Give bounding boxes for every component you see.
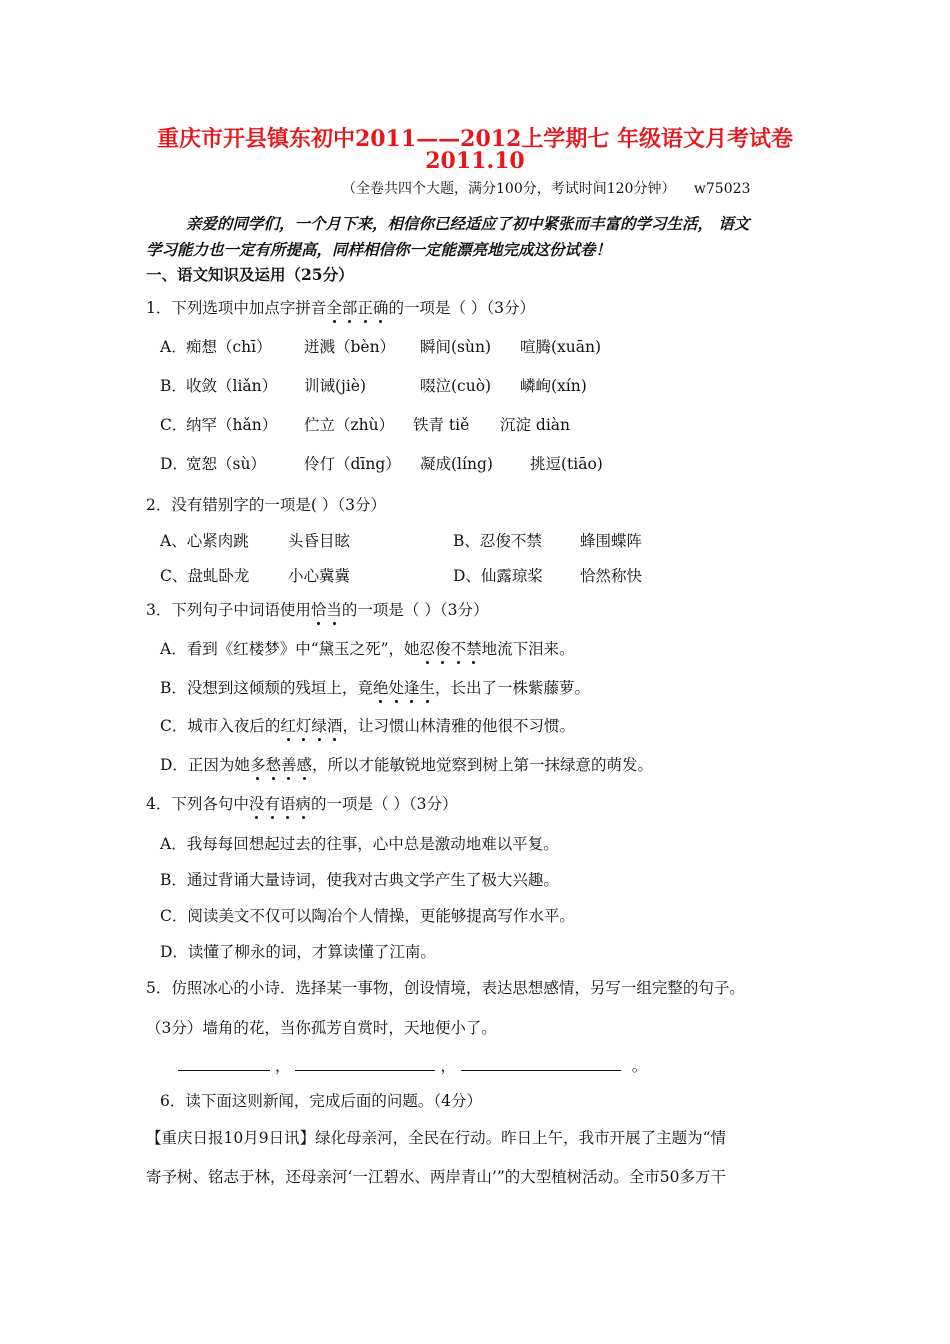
emphasis-char: 生 (419, 676, 435, 698)
q1-a-3: 瞬间(sùn) (420, 338, 492, 356)
emphasis-char: 有 (264, 792, 280, 814)
q4-stem-a: 4．下列各句中 (146, 795, 249, 813)
q1-d-4: 挑逗(tiāo) (530, 455, 603, 473)
emphasis-char: 确 (373, 296, 389, 318)
emphasis-char: 俊 (435, 637, 451, 659)
q3-option-b (160, 676, 590, 698)
q1-b-1: 收敛（liǎn） (186, 377, 278, 395)
q3-stem-emphasis (311, 601, 342, 619)
q1-d-1: 宽恕（sù） (186, 455, 266, 473)
q3-a-pre: A．看到《红楼梦》中“黛玉之死”，她 (160, 640, 420, 658)
q3-d-post: ，所以才能敏锐地觉察到树上第一抹绿意的萌发。 (312, 756, 654, 774)
q5-answer-line (178, 1054, 647, 1076)
emphasis-char: 逢 (404, 676, 420, 698)
q3-b-post: ，长出了一株紫藤萝。 (434, 679, 590, 697)
question-2-stem: 2．没有错别字的一项是( ）（3分） (146, 496, 386, 514)
q4-option-d: D．读懂了柳永的词，才算读懂了江南。 (160, 943, 436, 961)
q2-option-d-2: 恰然称快 (580, 567, 643, 585)
q2-option-b-2: 蜂围蝶阵 (580, 532, 643, 550)
q3-c-post: ，让习惯山林清雅的他很不习惯。 (342, 717, 575, 735)
q5-blank-3[interactable] (461, 1056, 621, 1071)
q1-b-letter: B． (160, 377, 187, 395)
q3-a-emphasis (420, 640, 482, 658)
emphasis-char: 多 (250, 753, 266, 775)
emphasis-char: 没 (249, 792, 265, 814)
emphasis-char: 酒 (327, 714, 343, 736)
q5-sep-1: ， (274, 1057, 291, 1075)
q6-news-line-2: 寄予树、铭志于林，还母亲河‘一江碧水、两岸青山’”的大型植树活动。全市50多万干 (146, 1168, 727, 1186)
emphasis-char: 处 (388, 676, 404, 698)
emphasis-char: 病 (295, 792, 311, 814)
emphasis-char: 全 (326, 296, 342, 318)
exam-info (342, 178, 750, 198)
emphasis-char: 部 (342, 296, 358, 318)
q1-d-2: 伶仃（dīng） (304, 455, 401, 473)
q3-c-pre: C．城市入夜后的 (160, 717, 281, 735)
emphasis-char: 愁 (265, 753, 281, 775)
q3-option-d (160, 753, 653, 775)
emphasis-char: 绿 (311, 714, 327, 736)
q1-a-2: 迸溅（bèn） (304, 338, 396, 356)
exam-code: w75023 (693, 181, 751, 197)
q1-b-3: 啜泣(cuò) (420, 377, 492, 395)
q4-stem-emphasis (249, 795, 311, 813)
emphasis-char: 语 (280, 792, 296, 814)
q4-option-a: A．我每每回想起过去的往事，心中总是激动地难以平复。 (160, 835, 559, 853)
q3-option-a (160, 637, 575, 659)
emphasis-char: 当 (326, 598, 342, 620)
question-1-stem (146, 296, 535, 318)
q1-stem-b: 的一项是（ ）（3分） (388, 299, 535, 317)
q1-c-3: 铁青 tiě (413, 416, 470, 434)
q5-end: 。 (631, 1057, 648, 1075)
q1-a-4: 喧腾(xuān) (520, 338, 602, 356)
q1-stem-emphasis (326, 299, 388, 317)
q4-option-b: B．通过背诵大量诗词，使我对古典文学产生了极大兴趣。 (160, 871, 559, 889)
q3-stem-b: 的一项是（ ）（3分） (341, 601, 489, 619)
q6-news-line-1: 【重庆日报10月9日讯】绿化母亲河，全民在行动。昨日上午，我市开展了主题为“情 (146, 1129, 727, 1147)
exam-info-text: （全卷共四个大题，满分100分，考试时间120分钟） (342, 181, 676, 197)
emphasis-char: 感 (296, 753, 312, 775)
emphasis-char: 不 (451, 637, 467, 659)
q2-option-a-2: 头昏目眩 (288, 532, 351, 550)
question-3-stem (146, 598, 488, 620)
q1-d-letter: D． (160, 455, 188, 473)
q3-d-emphasis (250, 756, 312, 774)
q3-d-pre: D．正因为她 (160, 756, 250, 774)
q1-b-2: 训诫(jiè) (304, 377, 367, 395)
q5-sep-2: ， (440, 1057, 456, 1075)
q1-stem-a: 1．下列选项中加点字拼音 (146, 299, 327, 317)
q1-a-letter: A． (160, 338, 187, 356)
section-heading: 一、语文知识及运用（25分） (146, 265, 354, 284)
q2-option-b-1: B、忍俊不禁 (453, 532, 542, 550)
q3-b-pre: B．没想到这倾颓的残垣上，竟 (160, 679, 373, 697)
q2-option-d-1: D、仙露琼桨 (453, 567, 543, 585)
q5-blank-1[interactable] (178, 1056, 270, 1071)
q1-c-2: 伫立（zhù） (304, 416, 395, 434)
question-4-stem (146, 792, 457, 814)
intro-line-1: 亲爱的同学们，一个月下来，相信你已经适应了初中紧张而丰富的学习生活， 语文 (186, 214, 750, 233)
q1-a-1: 痴想（chī） (186, 338, 272, 356)
q1-d-3: 凝成(líng) (420, 455, 493, 473)
q3-b-emphasis (373, 679, 435, 697)
q2-option-c-2: 小心冀冀 (288, 567, 351, 585)
q4-stem-b: 的一项是（ ）（3分） (310, 795, 458, 813)
q3-option-c (160, 714, 575, 736)
emphasis-char: 绝 (373, 676, 389, 698)
emphasis-char: 红 (280, 714, 296, 736)
intro-line-2: 学习能力也一定有所提高，同样相信你一定能漂亮地完成这份试卷！ (146, 240, 612, 259)
q4-option-c: C．阅读美文不仅可以陶冶个人情操，更能够提高写作水平。 (160, 907, 575, 925)
q1-c-letter: C． (160, 416, 188, 434)
q2-option-c-1: C、盘虬卧龙 (160, 567, 250, 585)
q1-c-4: 沉淀 diàn (500, 416, 571, 434)
q3-stem-a: 3．下列句子中词语使用 (146, 601, 311, 619)
emphasis-char: 忍 (420, 637, 436, 659)
q2-option-a-1: A、心紧肉跳 (160, 532, 249, 550)
question-5-stem: 5．仿照冰心的小诗．选择某一事物，创设情境，表达思想感情，另写一组完整的句子。 (146, 979, 745, 997)
exam-title: 重庆市开县镇东初中2011——2012上学期七 年级语文月考试卷 (156, 126, 794, 152)
question-6-stem: 6．读下面这则新闻，完成后面的问题。（4分） (160, 1092, 482, 1110)
question-5-example: （3分）墙角的花，当你孤芳自赏时，天地便小了。 (146, 1019, 497, 1037)
emphasis-char: 正 (357, 296, 373, 318)
q1-b-4: 嶙峋(xín) (520, 377, 587, 395)
q3-a-post: 地流下泪来。 (481, 640, 575, 658)
emphasis-char: 善 (281, 753, 297, 775)
emphasis-char: 禁 (466, 637, 482, 659)
emphasis-char: 灯 (296, 714, 312, 736)
q3-c-emphasis (280, 717, 342, 735)
q1-c-1: 纳罕（hǎn） (186, 416, 278, 434)
emphasis-char: 恰 (311, 598, 327, 620)
q5-blank-2[interactable] (295, 1056, 435, 1071)
exam-date: 2011.10 (425, 148, 525, 174)
